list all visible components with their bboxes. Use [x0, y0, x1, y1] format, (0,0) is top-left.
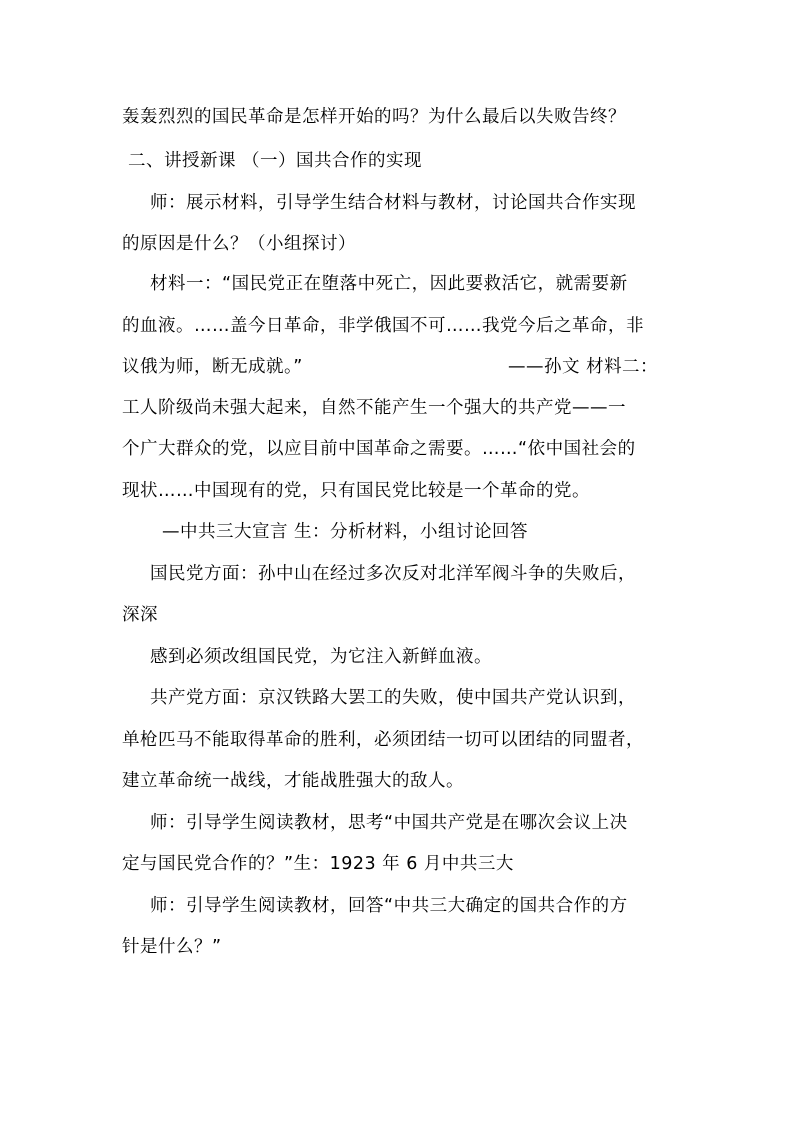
text-line: 师：引导学生阅读教材，思考“中国共产党是在哪次会议上决	[150, 813, 628, 833]
text-line: 轰轰烈烈的国民革命是怎样开始的吗？为什么最后以失败告终？	[122, 107, 626, 127]
text-line: 个广大群众的党，以应目前中国革命之需要。……“依中国社会的	[122, 439, 636, 459]
text-line: 定与国民党合作的？”生：1923 年 6 月中共三大	[122, 854, 514, 874]
text-line: 师：引导学生阅读教材，回答“中共三大确定的国共合作的方	[150, 896, 628, 916]
text-line: 材料一：“国民党正在堕落中死亡，因此要救活它，就需要新	[150, 274, 628, 294]
text-line: 建立革命统一战线，才能战胜强大的敌人。	[122, 771, 464, 791]
text-line: 针是什么？”	[122, 937, 222, 957]
text-line: 现状……中国现有的党，只有国民党比较是一个革命的党。	[122, 481, 590, 501]
text-line: 议俄为师，断无成就。”	[122, 357, 303, 377]
text-line: 的原因是什么？（小组探讨）	[122, 234, 356, 254]
text-line: 深深	[122, 605, 158, 625]
text-line: 共产党方面：京汉铁路大罢工的失败，使中国共产党认识到，	[150, 688, 636, 708]
text-line: 二、讲授新课 （一）国共合作的实现	[128, 151, 423, 171]
text-line: ——孙文 材料二：	[508, 357, 659, 377]
text-line: 的血液。……盖今日革命，非学俄国不可……我党今后之革命，非	[122, 316, 644, 336]
text-line: 单枪匹马不能取得革命的胜利，必须团结一切可以团结的同盟者，	[122, 730, 644, 750]
text-line: 国民党方面：孙中山在经过多次反对北洋军阀斗争的失败后，	[150, 564, 636, 584]
text-line: 师：展示材料，引导学生结合材料与教材，讨论国共合作实现	[150, 193, 636, 213]
text-line: —中共三大宣言 生：分析材料，小组讨论回答	[162, 522, 529, 542]
text-line: 工人阶级尚未强大起来，自然不能产生一个强大的共产党——一	[122, 398, 626, 418]
text-line: 感到必须改组国民党，为它注入新鲜血液。	[150, 647, 492, 667]
